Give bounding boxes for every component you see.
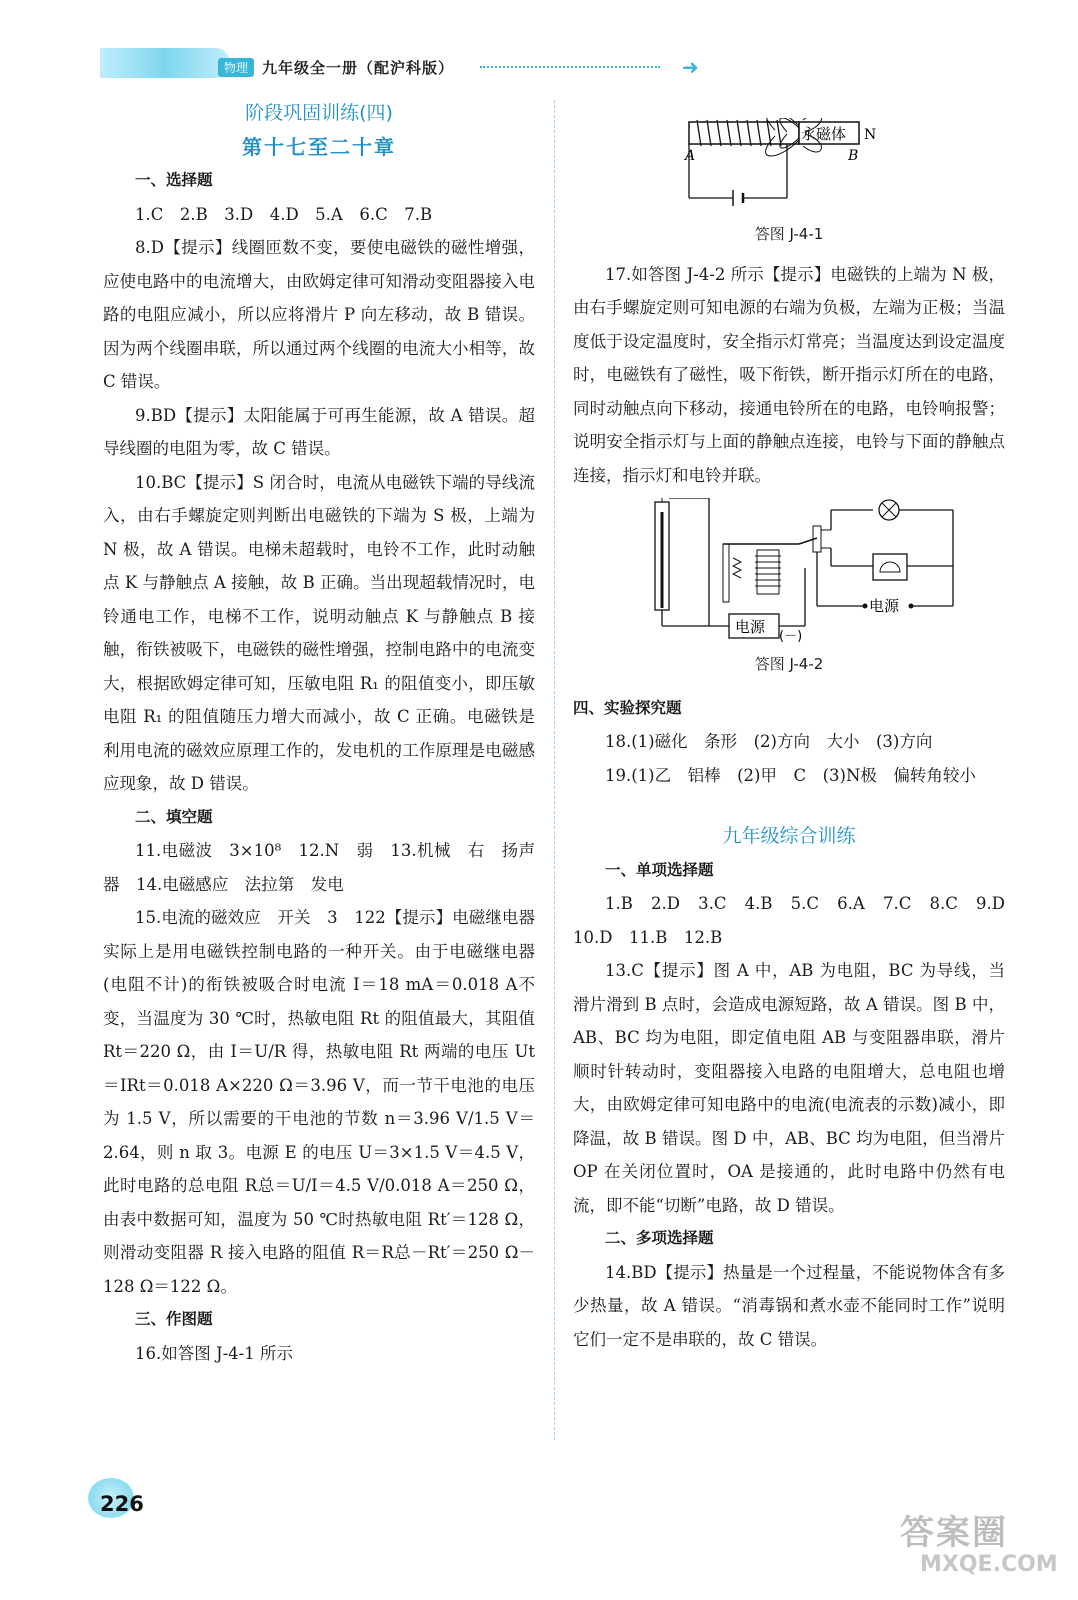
answers-1-7: 1.C 2.B 3.D 4.D 5.A 6.C 7.B bbox=[135, 204, 433, 224]
power-source-label-2: 电源 bbox=[869, 597, 900, 615]
watermark-logo: 答案圈 bbox=[900, 1513, 1008, 1553]
right-column bbox=[573, 118, 1022, 1356]
header-dots bbox=[480, 66, 660, 68]
answer-13: 13.C【提示】图 A 中，AB 为电阻，BC 为导线，当滑片滑到 B 点时，会造成电源短路，故 A 错误。图 B 中，AB、BC 均为电阻，即定值电阻 AB 与变阻器串联，滑片顺时针转动时，变阻器接入电路的电阻增大，总电阻也增大，由欧姆定律可知电路中的电流(电流表的示数)减小，即降温，故 B 错误。图 D 中，AB、BC 均为电阻，但当滑片 OP 在关闭位置时，OA 是接通的，此时电路中仍然有电流，即不能“切断”电路，故 D 错误。 bbox=[573, 961, 1005, 1215]
heading-multi-choice: 二、多项选择题 bbox=[605, 1229, 714, 1247]
heading-choice: 一、选择题 bbox=[135, 171, 213, 189]
heading-fill: 二、填空题 bbox=[135, 807, 213, 826]
answers-1-12: 1.B 2.D 3.C 4.B 5.C 6.A 7.C 8.C 9.D 10.D 11.B 12.B bbox=[573, 894, 1022, 947]
answer-14: 14.BD【提示】热量是一个过程量，不能说物体含有多少热量，故 A 错误。“消毒锅和煮水壶不能同时工作”说明它们一定不是串联的，故 C 错误。 bbox=[573, 1262, 1005, 1349]
figure-j-4-1 bbox=[573, 118, 1005, 218]
negative-terminal-label: (－) bbox=[779, 629, 803, 644]
magnet-label: 永磁体 bbox=[801, 125, 847, 143]
answer-8: 8.D【提示】线圈匝数不变，要使电磁铁的磁性增强，应使电路中的电流增大，由欧姆定律可知滑动变阻器接入电路的电阻应减小，所以应将滑片 P 向左移动，故 B 错误。因为两个线圈串联，所以通过两个线圈的电流大小相等，故 C 错误。 bbox=[103, 238, 535, 391]
arrow-icon: ➜ bbox=[682, 55, 699, 79]
left-column bbox=[103, 95, 535, 1370]
caption-j-4-1: 答图 J-4-1 bbox=[754, 225, 824, 243]
figure-j-4-2 bbox=[573, 498, 1005, 648]
subject-tag: 物理 bbox=[218, 58, 254, 77]
section-title: 阶段巩固训练(四) bbox=[245, 102, 393, 124]
heading-single-choice: 一、单项选择题 bbox=[605, 860, 714, 879]
answer-15: 15.电流的磁效应 开关 3 122【提示】电磁继电器实际上是用电磁铁控制电路的一种开关。由于电磁继电器(电阻不计)的衔铁被吸合时电流 I＝18 mA＝0.018 A不变，当温度为 30 ℃时，热敏电阻 Rt 的阻值最大，其阻值 Rt＝220 Ω，由 I＝U/R 得，热敏电阻 Rt 两端的电压 Ut＝IRt＝0.018 A×220 Ω＝3.96 V，而一节干电池的电压为 1.5 V，所以需要的干电池的节数 n＝3.96 V/1.5 V＝2.64，则 n 取 3。电源 E 的电压 U＝3×1.5 V＝4.5 V，此时电路的总电阻 R总＝U/I＝4.5 V/0.018 A＝250 Ω，由表中数据可知，温度为 50 ℃时热敏电阻 Rt′＝128 Ω，则滑动变阻器 R 接入电路的阻值 R＝R总－Rt′＝250 Ω－128 Ω＝122 Ω。 bbox=[103, 908, 535, 1296]
caption-j-4-2: 答图 J-4-2 bbox=[754, 655, 824, 673]
n-pole-label: N bbox=[864, 127, 877, 143]
heading-drawing: 三、作图题 bbox=[135, 1310, 213, 1328]
book-title: 九年级全一册（配沪科版） bbox=[262, 59, 455, 77]
answer-10: 10.BC【提示】S 闭合时，电流从电磁铁下端的导线流入，由右手螺旋定则判断出电磁铁的下端为 S 极，上端为 N 极，故 A 错误。电梯未超载时，电铃不工作，此时动触点 K 与静触点 A 接触，故 B 正确。当出现超载情况时，电铃通电工作，电梯不工作，说明动触点 K 与静触点 B 接触，衔铁被吸下，电磁铁的磁性增强，控制电路中的电流变大，根据欧姆定律可知，压敏电阻 R₁ 的阻值变小，即压敏电阻 R₁ 的阻值随压力增大而减小，故 C 正确。电磁铁是利用电流的磁效应原理工作的，发电机的工作原理是电磁感应现象，故 D 错误。 bbox=[103, 472, 535, 793]
b-label: B bbox=[848, 148, 859, 164]
answer-9: 9.BD【提示】太阳能属于可再生能源，故 A 错误。超导线圈的电阻为零，故 C 错误。 bbox=[103, 405, 535, 458]
thermostat-circuit bbox=[573, 498, 1005, 648]
page-number: 226 bbox=[100, 1492, 144, 1516]
answer-16: 16.如答图 J-4-1 所示 bbox=[135, 1343, 293, 1363]
answers-11-14: 11.电磁波 3×10⁸ 12.N 弱 13.机械 右 扬声器 14.电磁感应 法拉第 发电 bbox=[103, 841, 535, 894]
answer-19: 19.(1)乙 铝棒 (2)甲 C (3)N极 偏转角较小 bbox=[605, 765, 976, 785]
heading-experiment: 四、实验探究题 bbox=[573, 698, 682, 717]
answer-18: 18.(1)磁化 条形 (2)方向 大小 (3)方向 bbox=[605, 732, 933, 751]
electromagnet-diagram bbox=[573, 118, 1005, 218]
answer-17: 17.如答图 J-4-2 所示【提示】电磁铁的上端为 N 极，由右手螺旋定则可知电源的右端为负极，左端为正极；当温度低于设定温度时，安全指示灯常亮；当温度达到设定温度时，电磁铁有了磁性，吸下衔铁，断开指示灯所在的电路，同时动触点向下移动，接通电铃所在的电路，电铃响报警；说明安全指示灯与上面的静触点连接，电铃与下面的静触点连接，指示灯和电铃并联。 bbox=[573, 264, 1005, 485]
comprehensive-title: 九年级综合训练 bbox=[722, 825, 856, 847]
power-source-label: 电源 bbox=[735, 618, 766, 636]
watermark-url: MXQE.COM bbox=[920, 1552, 1058, 1577]
header-swoosh bbox=[100, 48, 230, 78]
a-label: A bbox=[685, 148, 696, 164]
column-divider bbox=[554, 100, 555, 1440]
chapter-range: 第十七至二十章 bbox=[242, 134, 396, 159]
